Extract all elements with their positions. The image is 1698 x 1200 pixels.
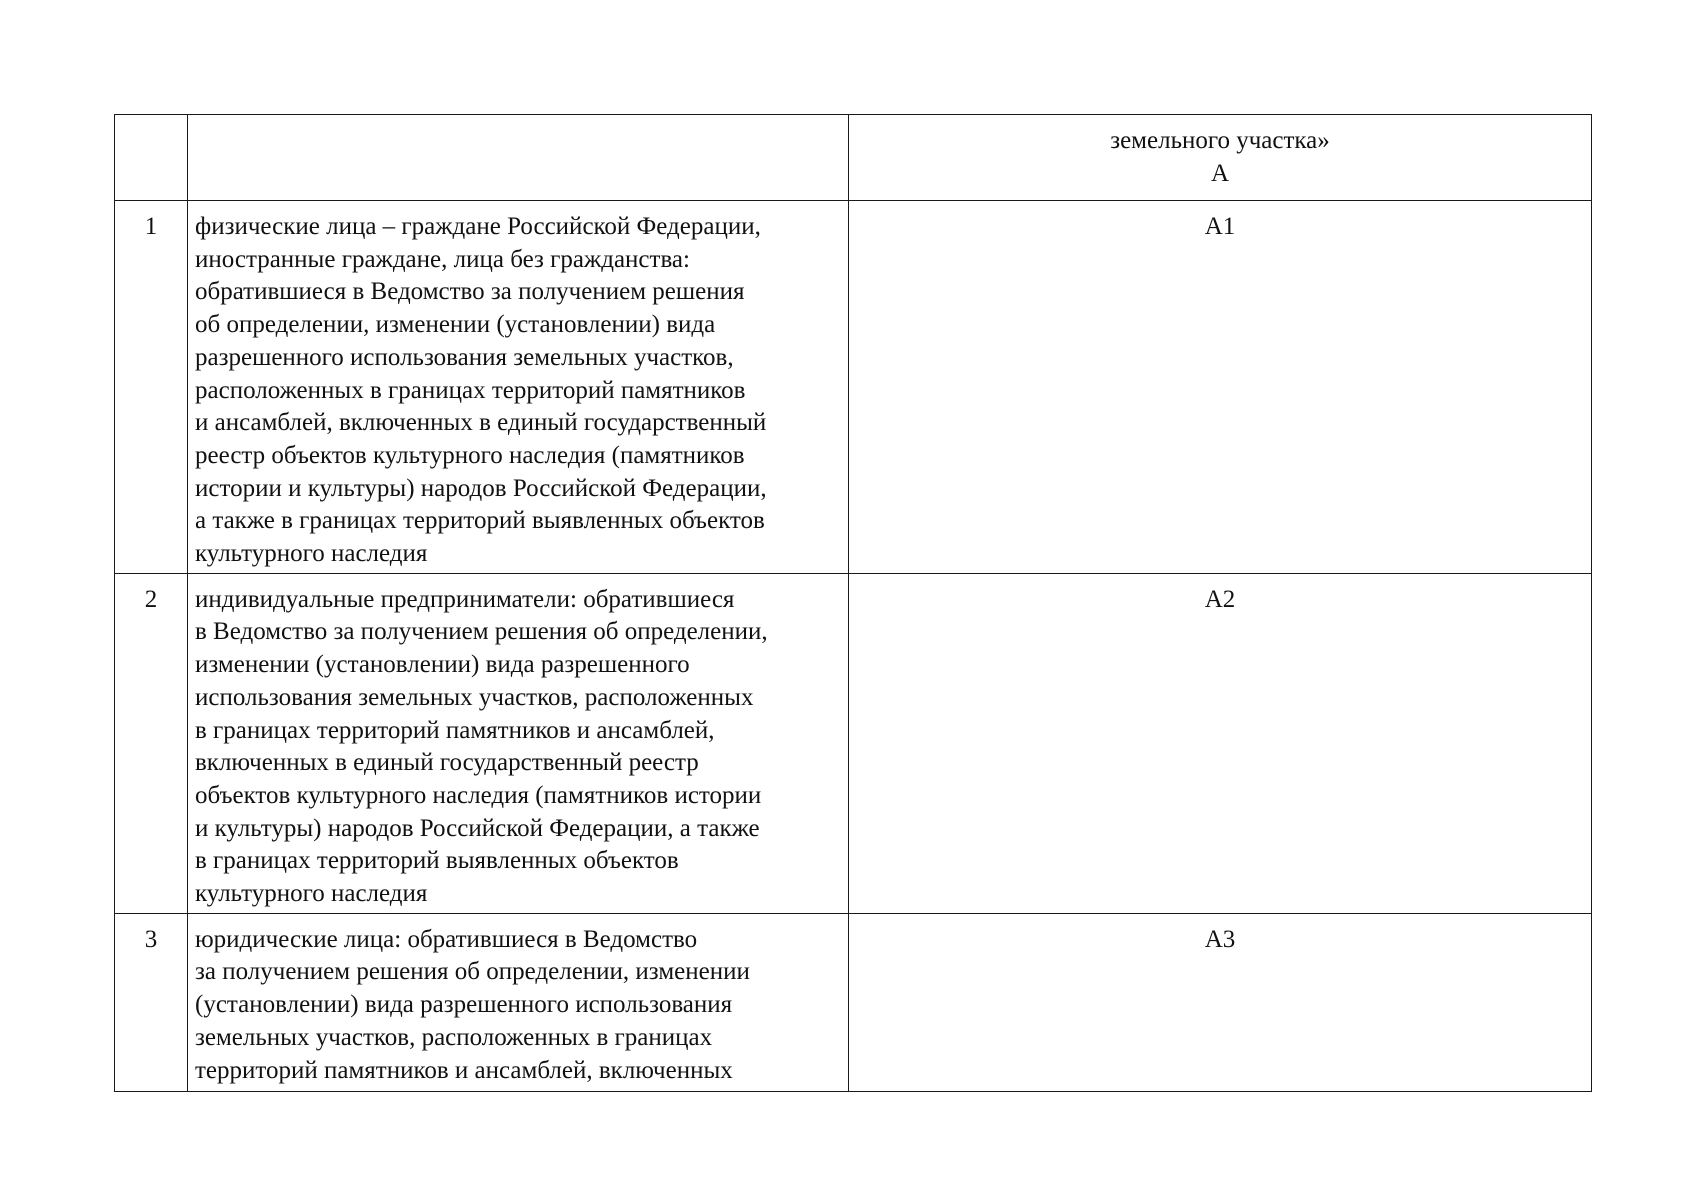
header-val-line: А [1210,159,1230,187]
description-line: иностранные граждане, лица без гражданства: [195,245,690,273]
description-line: расположенных в границах территорий памятников [195,376,746,404]
table-row [115,573,1592,913]
description-line: включенных в единый государственный реестр [195,749,699,777]
row-number: 2 [115,573,188,913]
description-line: территорий памятников и ансамблей, включенных [195,1056,733,1084]
description-line: разрешенного использования земельных участков, [195,343,734,371]
header-val-cell [849,115,1592,201]
description-line: в границах территорий выявленных объектов [195,847,679,875]
row-description [188,201,849,574]
description-line: в Ведомство за получением решения об определении, [195,618,768,646]
row-value: А3 [849,913,1592,1091]
description-line: культурного наследия [195,880,428,908]
header-val-line: земельного участка» [1110,127,1330,154]
description-line: культурного наследия [195,540,428,568]
row-description [188,573,849,913]
description-line: об определении, изменении (установлении) вида [195,311,716,339]
row-number: 1 [115,201,188,574]
description-line: в границах территорий памятников и ансамблей, [195,716,715,744]
table-row [115,201,1592,574]
description-line: юридические лица: обратившиеся в Ведомство [195,925,698,953]
description-line: индивидуальные предприниматели: обратившиеся [195,585,735,613]
description-line: и ансамблей, включенных в единый государственный [195,409,767,437]
description-line: изменении (установлении) вида разрешенного [195,651,690,679]
description-line: а также в границах территорий выявленных объектов [195,507,765,535]
description-line: объектов культурного наследия (памятников истории [195,781,762,809]
description-line: физические лица – граждане Российской Федерации, [195,213,761,240]
description-line: обратившиеся в Ведомство за получением решения [195,278,745,306]
description-line: земельных участков, расположенных в границах [195,1023,713,1051]
document-table [114,114,1592,1092]
description-line: реестр объектов культурного наследия (памятников [195,441,745,469]
header-desc-cell [188,115,849,201]
table-header-row [115,115,1592,201]
description-line: и культуры) народов Российской Федерации, а также [195,814,760,842]
description-line: истории и культуры) народов Российской Федерации, [195,474,767,502]
table-row [115,913,1592,1091]
description-line: использования земельных участков, расположенных [195,683,754,711]
row-number: 3 [115,913,188,1091]
header-num-cell [115,115,188,201]
description-line: (установлении) вида разрешенного использования [195,991,733,1019]
description-line: за получением решения об определении, изменении [195,958,750,986]
row-description [188,913,849,1091]
row-value: А2 [849,573,1592,913]
row-value: А1 [849,201,1592,574]
